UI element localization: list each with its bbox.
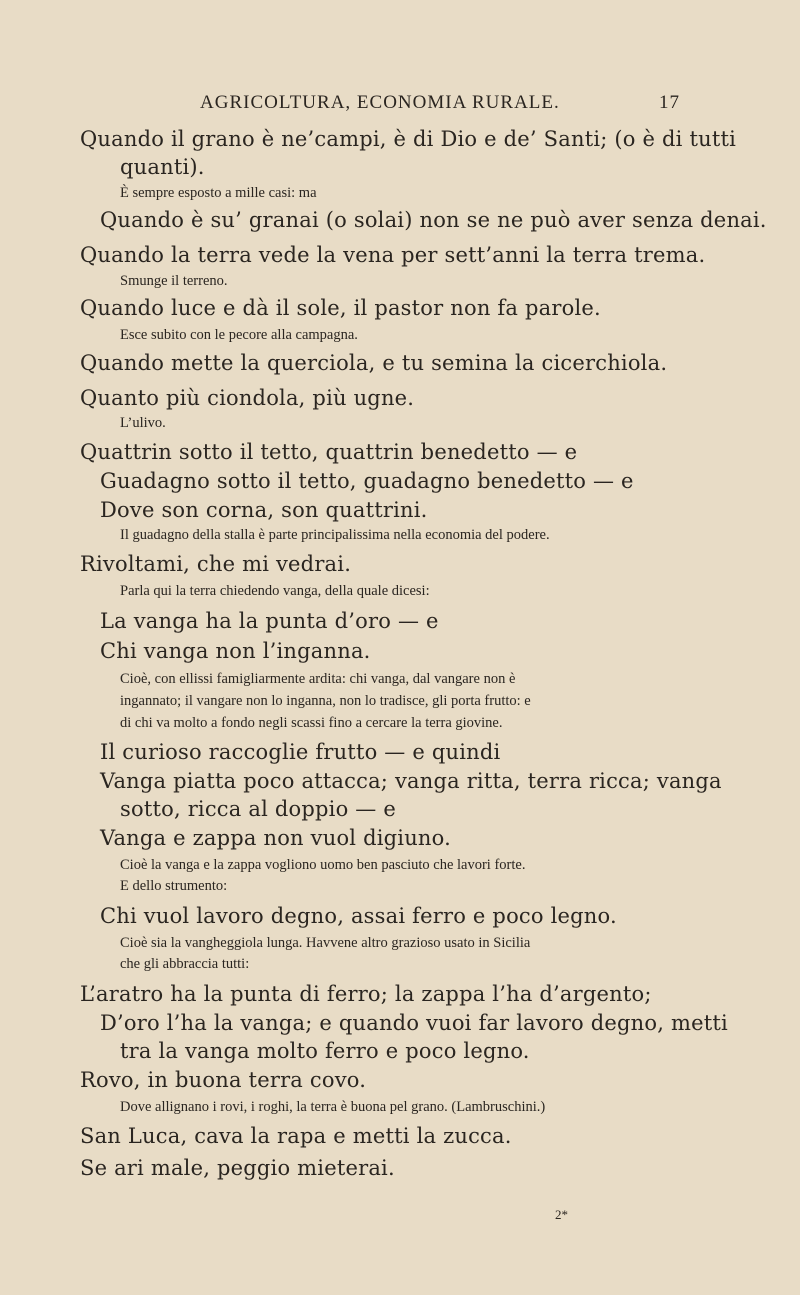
text-line: Quando è su’ granai (o solai) non se ne può aver senza denai. — [100, 208, 767, 232]
text-line: San Luca, cava la rapa e metti la zucca. — [80, 1124, 512, 1148]
text-line: Se ari male, peggio mieterai. — [80, 1156, 395, 1180]
text-line: Rivoltami, che mi vedrai. — [80, 552, 352, 576]
note-line: E dello strumento: — [120, 878, 228, 894]
text-line: Chi vuol lavoro degno, assai ferro e poco legno. — [100, 904, 617, 928]
text-line: quanti). — [120, 155, 205, 179]
note-line: Cioè, con ellissi famigliarmente ardita: chi vanga, dal vangare non è — [120, 671, 516, 687]
text-line: Vanga e zappa non vuol digiuno. — [100, 826, 451, 850]
text-line: sotto, ricca al doppio — e — [120, 797, 396, 821]
running-header — [200, 92, 680, 114]
note-line: È sempre esposto a mille casi: ma — [120, 185, 317, 201]
text-line: Quando mette la querciola, e tu semina la cicerchiola. — [80, 351, 668, 375]
note-line: Cioè sia la vangheggiola lunga. Havvene altro grazioso usato in Sicilia — [120, 935, 531, 951]
note-line: ingannato; il vangare non lo inganna, non lo tradisce, gli porta frutto: e — [120, 693, 531, 709]
note-line: Esce subito con le pecore alla campagna. — [120, 327, 358, 343]
header-title: AGRICOLTURA, ECONOMIA RURALE. — [200, 92, 560, 113]
note-line: L’ulivo. — [120, 415, 166, 431]
text-line: L’aratro ha la punta di ferro; la zappa l’ha d’argento; — [80, 982, 652, 1006]
text-line: Dove son corna, son quattrini. — [100, 498, 428, 522]
note-line: Smunge il terreno. — [120, 273, 228, 289]
text-line: Quando la terra vede la vena per sett’anni la terra trema. — [80, 243, 706, 267]
text-line: tra la vanga molto ferro e poco legno. — [120, 1039, 530, 1063]
text-line: Quanto più ciondola, più ugne. — [80, 386, 415, 410]
note-line: di chi va molto a fondo negli scassi fino a cercare la terra giovine. — [120, 715, 503, 731]
text-line: Guadagno sotto il tetto, guadagno benedetto — e — [100, 469, 634, 493]
text-line: Chi vanga non l’inganna. — [100, 639, 371, 663]
text-line: Quando luce e dà il sole, il pastor non fa parole. — [80, 296, 601, 320]
note-line: Dove allignano i rovi, i roghi, la terra è buona pel grano. (Lambruschini.) — [120, 1099, 546, 1115]
note-line: che gli abbraccia tutti: — [120, 956, 250, 972]
text-line: La vanga ha la punta d’oro — e — [100, 609, 439, 633]
note-line: Cioè la vanga e la zappa vogliono uomo ben pasciuto che lavori forte. — [120, 857, 526, 873]
text-line: D’oro l’ha la vanga; e quando vuoi far lavoro degno, metti — [100, 1011, 728, 1035]
text-line: Quattrin sotto il tetto, quattrin benedetto — e — [80, 440, 578, 464]
note-line: Il guadagno della stalla è parte principalissima nella economia del podere. — [120, 527, 550, 543]
page-number: 17 — [659, 92, 680, 113]
signature-mark: 2* — [555, 1207, 568, 1222]
text-line: Vanga piatta poco attacca; vanga ritta, terra ricca; vanga — [100, 769, 722, 793]
note-line: Parla qui la terra chiedendo vanga, della quale dicesi: — [120, 583, 430, 599]
text-line: Quando il grano è ne’campi, è di Dio e de’ Santi; (o è di tutti — [80, 127, 737, 151]
text-line: Il curioso raccoglie frutto — e quindi — [100, 740, 501, 764]
text-line: Rovo, in buona terra covo. — [80, 1068, 367, 1092]
